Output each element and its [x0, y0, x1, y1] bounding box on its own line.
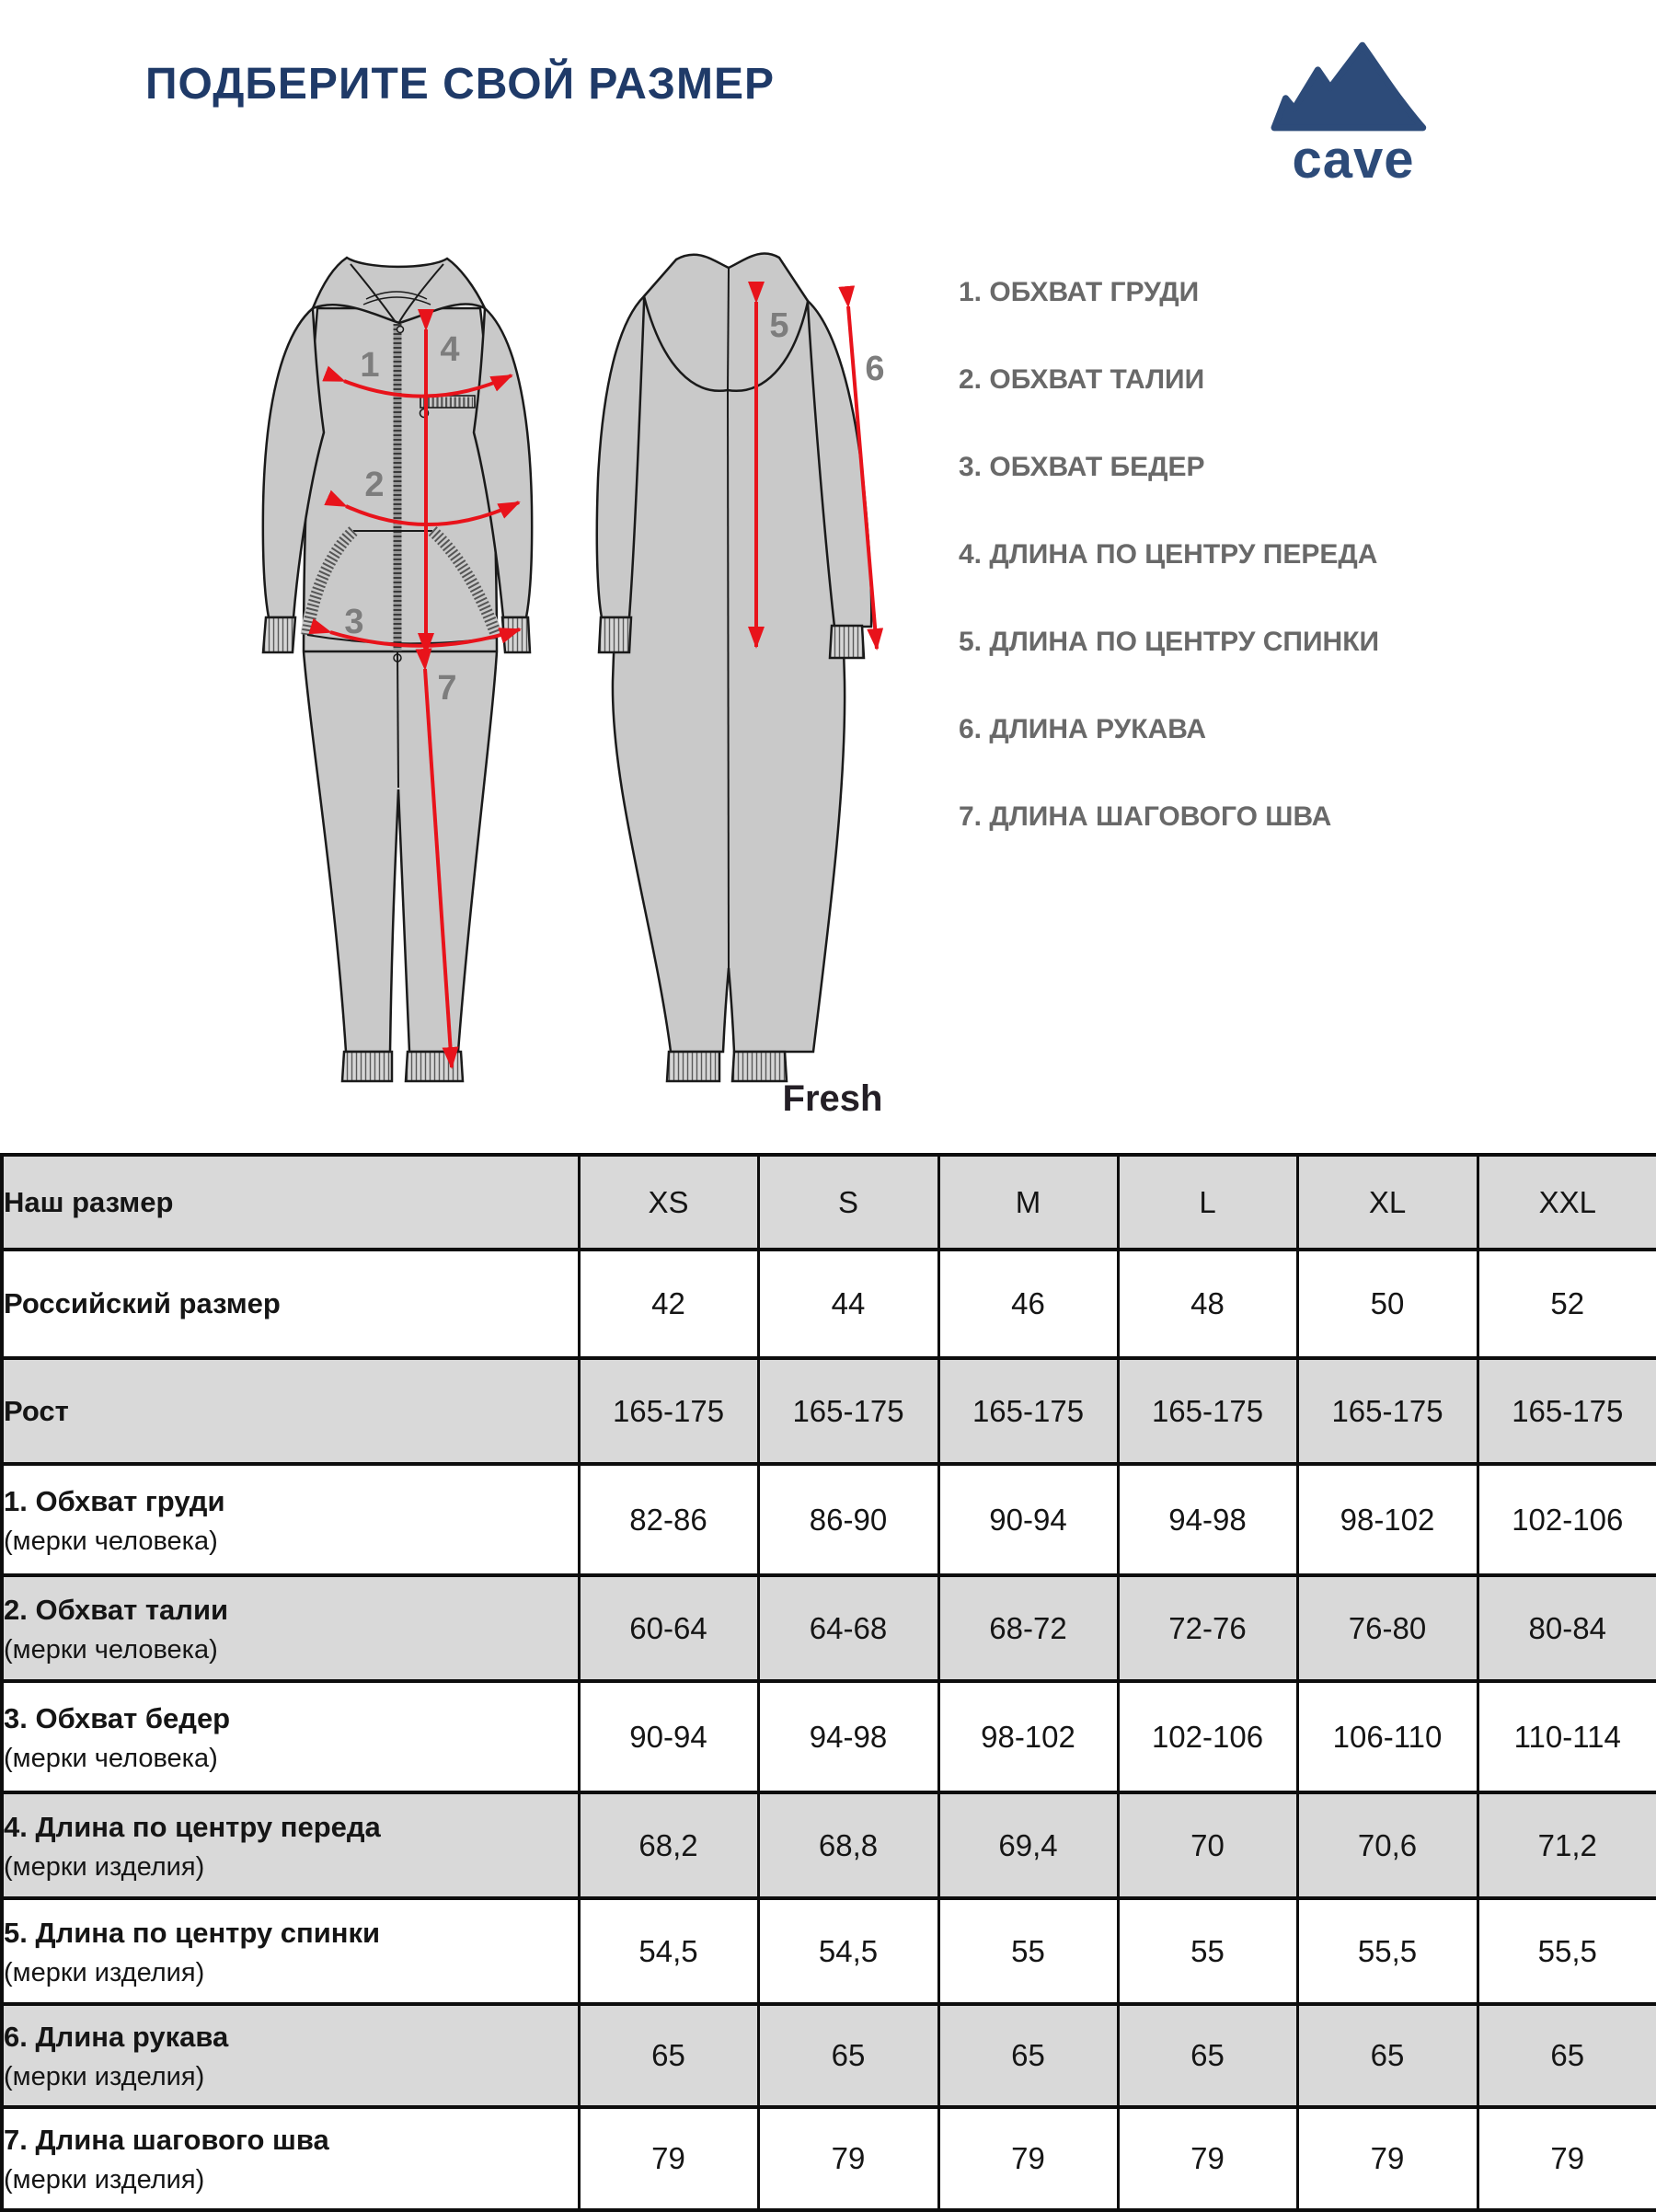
measure-marker-1: 1 [360, 346, 380, 385]
size-value: XS [579, 1155, 758, 1250]
legend-item: 3. ОБХВАТ БЕДЕР [959, 452, 1205, 482]
size-value: 46 [938, 1250, 1118, 1358]
size-value: 55 [938, 1898, 1118, 2004]
row-sublabel: (мерки изделия) [4, 1957, 205, 1987]
row-label: Российский размер [4, 1287, 281, 1319]
row-sublabel: (мерки изделия) [4, 1851, 205, 1882]
size-value: 76-80 [1297, 1575, 1478, 1681]
size-value: 55 [1118, 1898, 1297, 2004]
row-label: 6. Длина рукава [4, 2021, 229, 2053]
legend-item: 5. ДЛИНА ПО ЦЕНТРУ СПИНКИ [959, 627, 1380, 657]
row-label: 1. Обхват груди [4, 1484, 225, 1517]
page-title: ПОДБЕРИТЕ СВОЙ РАЗМЕР [145, 60, 775, 109]
size-value: 54,5 [758, 1898, 938, 2004]
measure-marker-2: 2 [364, 466, 385, 504]
legend-item: 1. ОБХВАТ ГРУДИ [959, 277, 1200, 307]
legend-item: 2. ОБХВАТ ТАЛИИ [959, 364, 1205, 395]
row-label: 7. Длина шагового шва [4, 2124, 329, 2156]
size-value: 90-94 [579, 1681, 758, 1792]
table-row [2, 2107, 1656, 2210]
row-label: Рост [4, 1394, 69, 1427]
garment-front-view [263, 258, 532, 1081]
size-value: XL [1297, 1155, 1478, 1250]
row-sublabel: (мерки человека) [4, 1743, 218, 1773]
size-value: 69,4 [938, 1792, 1118, 1898]
size-value: 165-175 [938, 1358, 1118, 1464]
size-value: 110-114 [1478, 1681, 1656, 1792]
size-value: 54,5 [579, 1898, 758, 2004]
row-label: Наш размер [4, 1185, 174, 1218]
size-value: 80-84 [1478, 1575, 1656, 1681]
garment-back-view [597, 254, 871, 1081]
row-label: 5. Длина по центру спинки [4, 1916, 381, 1949]
size-value: S [758, 1155, 938, 1250]
size-value: 165-175 [1118, 1358, 1297, 1464]
row-sublabel: (мерки человека) [4, 1526, 218, 1556]
row-sublabel: (мерки изделия) [4, 2165, 205, 2195]
size-value: 65 [1297, 2004, 1478, 2107]
size-value: 165-175 [1297, 1358, 1478, 1464]
size-value: 70,6 [1297, 1792, 1478, 1898]
ankle-cuff [406, 1052, 463, 1081]
size-value: 106-110 [1297, 1681, 1478, 1792]
measure-marker-7: 7 [437, 669, 457, 708]
size-value: 79 [1478, 2107, 1656, 2210]
size-value: 79 [938, 2107, 1118, 2210]
size-value: 65 [1118, 2004, 1297, 2107]
size-value: 64-68 [758, 1575, 938, 1681]
legend-item: 6. ДЛИНА РУКАВА [959, 714, 1207, 744]
table-row [2, 1464, 1656, 1575]
size-value: 165-175 [579, 1358, 758, 1464]
size-value: 71,2 [1478, 1792, 1656, 1898]
brand-logo [1268, 37, 1439, 190]
size-value: 52 [1478, 1250, 1656, 1358]
size-value: 79 [758, 2107, 938, 2210]
size-value: 65 [1478, 2004, 1656, 2107]
measure-marker-5: 5 [769, 306, 789, 345]
size-value: 68,2 [579, 1792, 758, 1898]
size-value: M [938, 1155, 1118, 1250]
size-value: 60-64 [579, 1575, 758, 1681]
size-value: 65 [579, 2004, 758, 2107]
size-value: 102-106 [1118, 1681, 1297, 1792]
measure-marker-6: 6 [865, 350, 885, 388]
size-value: 79 [1118, 2107, 1297, 2210]
size-value: 98-102 [1297, 1464, 1478, 1575]
size-value: 55,5 [1478, 1898, 1656, 2004]
row-label: 4. Длина по центру переда [4, 1810, 381, 1843]
table-row [2, 1792, 1656, 1898]
size-value: 90-94 [938, 1464, 1118, 1575]
row-label: 2. Обхват талии [4, 1593, 229, 1626]
mountain-icon [1271, 37, 1436, 133]
size-value: 70 [1118, 1792, 1297, 1898]
measurements-legend [959, 276, 1379, 888]
measure-marker-3: 3 [344, 603, 364, 641]
size-value: 65 [938, 2004, 1118, 2107]
table-row [2, 1250, 1656, 1358]
size-value: 82-86 [579, 1464, 758, 1575]
size-value: 79 [1297, 2107, 1478, 2210]
table-row [2, 1155, 1656, 1250]
size-value: 94-98 [1118, 1464, 1297, 1575]
size-value: 86-90 [758, 1464, 938, 1575]
table-row [2, 1575, 1656, 1681]
size-value: 68-72 [938, 1575, 1118, 1681]
table-row [2, 1681, 1656, 1792]
cuff [830, 626, 864, 658]
brand-name: cave [1292, 130, 1415, 190]
table-row [2, 2004, 1656, 2107]
size-value: 79 [579, 2107, 758, 2210]
row-sublabel: (мерки изделия) [4, 2062, 205, 2091]
ankle-cuff [732, 1052, 787, 1081]
size-value: 98-102 [938, 1681, 1118, 1792]
size-value: 42 [579, 1250, 758, 1358]
size-value: 165-175 [1478, 1358, 1656, 1464]
size-value: 68,8 [758, 1792, 938, 1898]
product-name-label: Fresh [782, 1078, 883, 1119]
table-row [2, 1898, 1656, 2004]
size-value: 44 [758, 1250, 938, 1358]
size-value: 165-175 [758, 1358, 938, 1464]
ankle-cuff [667, 1052, 719, 1081]
ankle-cuff [342, 1052, 392, 1081]
row-label: 3. Обхват бедер [4, 1701, 231, 1734]
size-value: 72-76 [1118, 1575, 1297, 1681]
row-sublabel: (мерки человека) [4, 1634, 218, 1665]
cuff [599, 617, 631, 652]
size-value: XXL [1478, 1155, 1656, 1250]
cuff [263, 617, 295, 652]
size-diagram [230, 235, 929, 1086]
size-value: 50 [1297, 1250, 1478, 1358]
size-value: 102-106 [1478, 1464, 1656, 1575]
legend-item: 4. ДЛИНА ПО ЦЕНТРУ ПЕРЕДА [959, 539, 1378, 570]
size-value: 48 [1118, 1250, 1297, 1358]
size-value: 94-98 [758, 1681, 938, 1792]
size-value: 65 [758, 2004, 938, 2107]
legend-item: 7. ДЛИНА ШАГОВОГО ШВА [959, 801, 1332, 832]
size-value: L [1118, 1155, 1297, 1250]
size-table [0, 1153, 1656, 2212]
table-row [2, 1358, 1656, 1464]
measure-marker-4: 4 [440, 330, 460, 369]
size-value: 55,5 [1297, 1898, 1478, 2004]
